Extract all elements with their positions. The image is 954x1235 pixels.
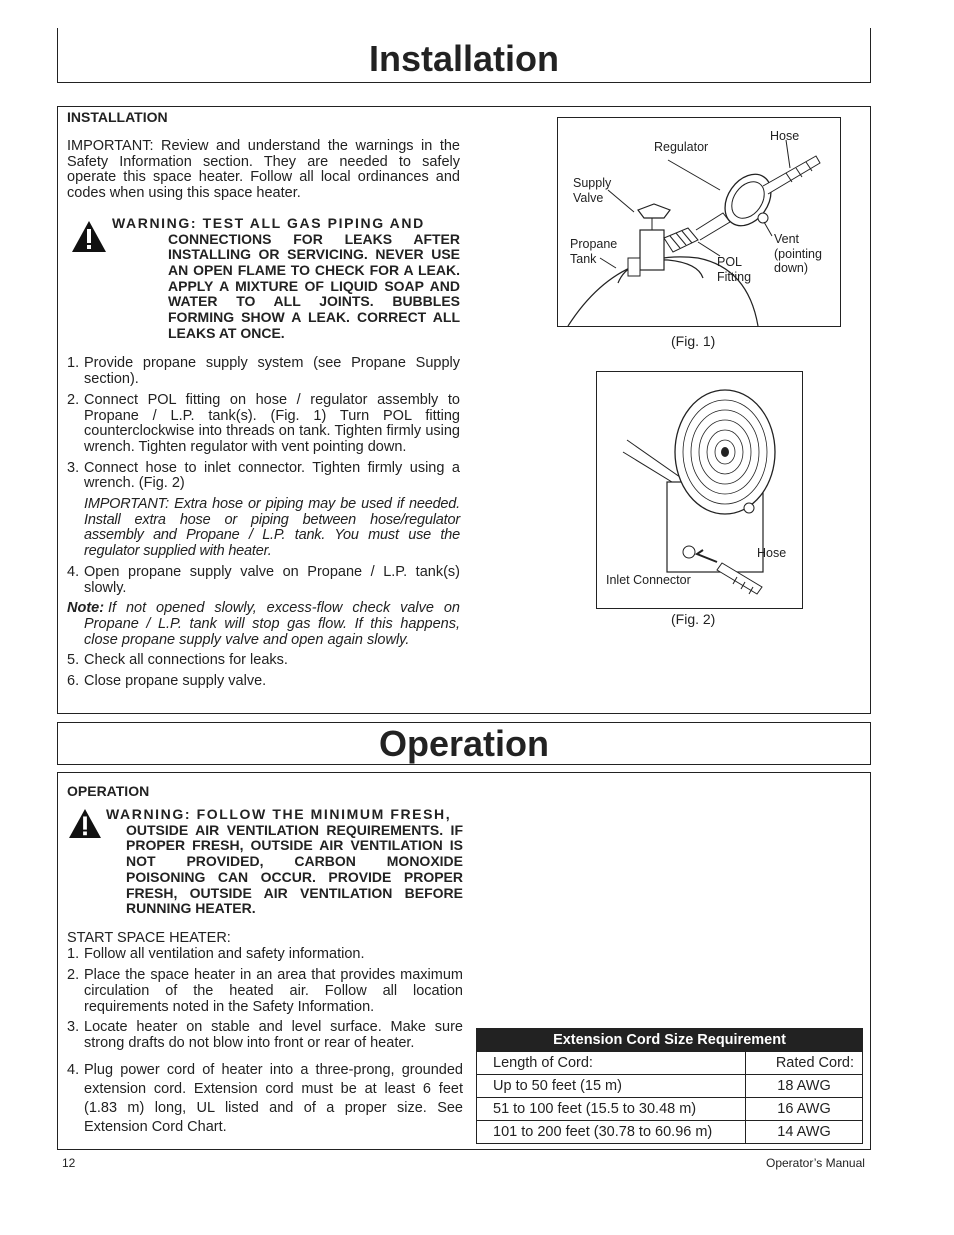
label-supply-valve: Supply Valve: [573, 176, 612, 205]
warning-icon: [68, 808, 102, 839]
label-hose-fig2: Hose: [757, 546, 787, 560]
table-header-row: [477, 1052, 863, 1075]
figure-1-regulator: [557, 117, 841, 327]
label-vent: Vent (pointing down): [774, 232, 822, 275]
label-pol-fitting: POL Fitting: [717, 255, 752, 284]
list-item: 5. Check all connections for leaks.: [67, 652, 288, 669]
operation-warning: [67, 807, 463, 917]
extension-cord-table: [476, 1028, 863, 1144]
table-row: 51 to 100 feet (15.5 to 30.48 m) 16 AWG: [477, 1098, 863, 1121]
operation-warning-first-line: WARNING: FOLLOW THE MINIMUM FRESH,: [106, 806, 452, 822]
table-row: Up to 50 feet (15 m) 18 AWG: [477, 1075, 863, 1098]
installation-page-title: Installation: [368, 38, 560, 79]
installation-steps: [67, 356, 460, 689]
start-space-heater: START SPACE HEATER:: [67, 929, 231, 946]
label-regulator: Regulator: [654, 140, 709, 154]
warning-icon: [71, 220, 107, 253]
installation-text-column: [67, 109, 460, 690]
label-propane-tank: Propane Tank: [570, 237, 618, 266]
installation-title-box: [57, 28, 871, 83]
label-inlet-connector: Inlet Connector: [606, 573, 691, 587]
list-item: 2. Connect POL fitting on hose / regulator assembly to Propane / L.P. tank(s). (Fig. 1) Turn POL fitting counterclockwise into threads on tank. Tighten firmly using wrench. Tighten regulator with vent pointing down.: [67, 391, 460, 455]
operation-warning-text: OUTSIDE AIR VENTILATION REQUIREMENTS. IF PROPER FRESH, OUTSIDE AIR VENTILATION IS NOT PROVIDED, CARBON MONOXIDE POISONING CAN OCCUR. PROVIDE PROPER FRESH, OUTSIDE AIR VENTILATION BEFORE RUNNING HEATER.: [126, 821, 463, 917]
table-title: Extension Cord Size Requirement: [477, 1029, 863, 1052]
figure-2-caption: (Fig. 2): [671, 611, 716, 627]
column-header-rated: Rated Cord:: [746, 1052, 863, 1075]
list-item: 4. Open propane supply valve on Propane / L.P. tank(s) slowly.: [67, 563, 460, 596]
installation-heading: INSTALLATION: [67, 109, 168, 125]
operation-steps: [67, 947, 463, 1137]
operation-text-column: [67, 783, 463, 1137]
list-item: 3. Connect hose to inlet connector. Tighten firmly using a wrench. (Fig. 2): [67, 459, 460, 492]
label-hose: Hose: [770, 129, 800, 143]
list-item: 3. Locate heater on stable and level surface. Make sure strong drafts do not blow into front or rear of heater.: [67, 1019, 463, 1052]
list-item: 6. Close propane supply valve.: [67, 673, 267, 690]
table-row: 101 to 200 feet (30.78 to 60.96 m) 14 AWG: [477, 1121, 863, 1144]
operation-title-box: [57, 722, 871, 765]
installation-note: Note: If not opened slowly, excess-flow check valve on Propane / L.P. tank will stop gas flow. If this happens, close propane supply valve and open again slowly.: [67, 600, 460, 648]
figure-1-caption: (Fig. 1): [671, 333, 716, 349]
installation-warning-first-line: WARNING: TEST ALL GAS PIPING AND: [112, 214, 425, 231]
list-item: 4. Plug power cord of heater into a three-prong, grounded extension cord. Extension cord must be at least 6 feet (1.83 m) long, UL listed and of a proper size. See Extension Cord Chart.: [67, 1061, 463, 1135]
list-item: 1. Provide propane supply system (see Propane Supply section).: [67, 355, 460, 388]
column-header-length: Length of Cord:: [477, 1052, 746, 1075]
manual-name: Operator’s Manual: [766, 1156, 865, 1170]
operation-heading: OPERATION: [67, 783, 150, 799]
page-number: 12: [62, 1156, 76, 1170]
installation-important: IMPORTANT: Review and understand the warnings in the Safety Information section. They are needed to safely operate this space heater. Follow all local ordinances and codes when using this space heater.: [67, 138, 460, 202]
list-item: 1. Follow all ventilation and safety information.: [67, 945, 365, 962]
figure-2-inlet-connector: [596, 371, 803, 609]
installation-important-note: IMPORTANT: Extra hose or piping may be used if needed. Install extra hose or piping between hose/regulator assembly and Propane / L.P. tank. You must use the regulator supplied with heater.: [84, 496, 460, 560]
list-item: 2. Place the space heater in an area that provides maximum circulation of the heated air. Follow all location requirements noted in the Safety Information.: [67, 967, 463, 1015]
operation-page-title: Operation: [378, 723, 549, 764]
installation-warning: [67, 216, 460, 342]
installation-warning-text: CONNECTIONS FOR LEAKS AFTER INSTALLING OR SERVICING. NEVER USE AN OPEN FLAME TO CHECK FOR A LEAK. APPLY A MIXTURE OF LIQUID SOAP AND WATER TO ALL JOINTS. BUBBLES FORMING SHOW A LEAK. CORRECT ALL LEAKS AT ONCE.: [168, 230, 460, 341]
